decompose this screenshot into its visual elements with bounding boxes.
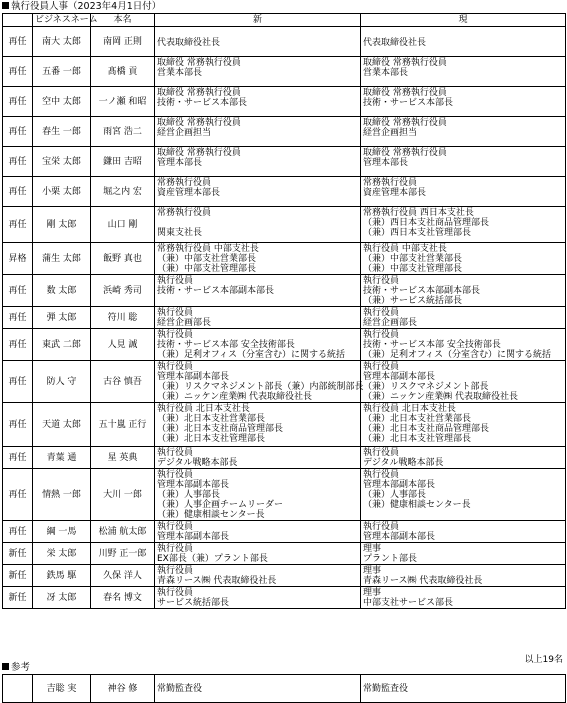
position-line: （兼）中部支社営業部長 (363, 254, 463, 264)
position-line: 資産管理本部長 (363, 188, 427, 198)
business-name-cell: 南大 太郎 (33, 27, 91, 57)
table-row (3, 57, 566, 87)
table-row (3, 403, 566, 447)
status-cell: 再任 (3, 57, 33, 87)
position-line: （兼）健康相談センター長 (157, 510, 265, 520)
business-name-cell: 天道 太郎 (33, 403, 91, 447)
position-line: 営業本部長 (157, 68, 203, 78)
new-position-cell (155, 57, 361, 87)
position-line: （兼）北日本支社管理部長 (157, 434, 266, 444)
position-line: 青森リース㈱ 代表取締役社長 (363, 576, 483, 586)
new-position-cell (155, 275, 361, 307)
position-line: 管理本部副本部長 (157, 372, 230, 382)
executive-table (2, 13, 566, 609)
real-name-cell: 飯野 真也 (91, 243, 155, 275)
position-line (157, 28, 358, 38)
position-line: 執行役員 (363, 522, 400, 532)
position-line: 経営企画担当 (363, 128, 418, 138)
position-line: 取締役 常務執行役員 (157, 118, 241, 128)
current-position-cell (361, 307, 566, 329)
position-line: 執行役員 (157, 544, 194, 554)
business-name-cell: 空中 太郎 (33, 87, 91, 117)
total-count: 以上19名 (524, 655, 563, 665)
position-line: 中部支社サービス部長 (363, 598, 454, 608)
new-position-cell (155, 565, 361, 587)
current-position-cell (361, 87, 566, 117)
new-position-cell (155, 147, 361, 177)
position-line: （兼）西日本支社管理部長 (363, 228, 472, 238)
position-line: 管理本部長 (157, 158, 203, 168)
real-name-cell: 浜崎 秀司 (91, 275, 155, 307)
business-name-cell: 綱 一馬 (33, 521, 91, 543)
business-name-cell: 剛 太郎 (33, 207, 91, 243)
position-line (157, 218, 358, 228)
position-line: 経営企画部長 (157, 318, 212, 328)
position-line (363, 28, 563, 38)
table-row (3, 87, 566, 117)
current-position-cell (361, 243, 566, 275)
position-line: （兼）人事部長 (363, 490, 427, 500)
position-line: プラント部長 (363, 554, 418, 564)
position-line: （兼）北日本支社商品管理部長 (363, 424, 490, 434)
current-position-cell (361, 469, 566, 521)
position-line: （兼）リスクマネジメント部長 (363, 382, 489, 392)
position-line: 執行役員 (363, 276, 400, 286)
position-line: 技術・サービス本部長 (157, 98, 248, 108)
new-position-cell (155, 207, 361, 243)
current-position-cell (361, 117, 566, 147)
status-cell: 再任 (3, 307, 33, 329)
position-line: デジタル戦略本部長 (157, 458, 238, 468)
position-line: （兼）ニッケン産業㈱ 代表取締役社長 (363, 392, 519, 402)
table-header-row (3, 14, 566, 27)
current-position-cell (361, 361, 566, 403)
table-row (3, 27, 566, 57)
position-line: 執行役員 (157, 588, 194, 598)
position-line: （兼）人事企画チームリーダー (157, 500, 284, 510)
status-cell: 再任 (3, 117, 33, 147)
new-position-cell (155, 117, 361, 147)
new-position-cell (155, 447, 361, 469)
position-line: 代表取締役社長 (157, 38, 221, 48)
current-position-cell (361, 57, 566, 87)
position-line: 資産管理本部長 (157, 188, 221, 198)
new-position-cell (155, 329, 361, 361)
real-name-cell: 南岡 正則 (91, 27, 155, 57)
status-cell: 新任 (3, 565, 33, 587)
table-row (3, 177, 566, 207)
current-position-cell (361, 275, 566, 307)
position-line: 常務執行役員 (157, 208, 212, 218)
business-name-cell: 栄 太郎 (33, 543, 91, 565)
reference-title: 参考 (2, 662, 30, 673)
new-position-cell (155, 243, 361, 275)
new-position-cell (155, 469, 361, 521)
status-cell (3, 675, 33, 703)
current-position-cell: 常勤監査役 (361, 675, 566, 703)
business-name-cell: 蒲生 太郎 (33, 243, 91, 275)
real-name-cell: 符川 聡 (91, 307, 155, 329)
current-position-cell (361, 177, 566, 207)
real-name-cell: 久保 洋人 (91, 565, 155, 587)
current-position-cell (361, 329, 566, 361)
position-line: 執行役員 (363, 330, 400, 340)
current-position-cell (361, 447, 566, 469)
position-line: 執行役員 (157, 308, 194, 318)
position-line: （兼）北日本支社営業部長 (363, 414, 472, 424)
position-line: 管理本部副本部長 (363, 372, 436, 382)
business-name-cell: 小栗 太郎 (33, 177, 91, 207)
position-line: 関東支社長 (157, 228, 203, 238)
position-line: 青森リース㈱ 代表取締役社長 (157, 576, 277, 586)
status-cell: 再任 (3, 469, 33, 521)
status-cell: 再任 (3, 403, 33, 447)
current-position-cell (361, 521, 566, 543)
position-line: （兼）サービス統括部長 (363, 296, 463, 306)
business-name-cell: 東武 二郎 (33, 329, 91, 361)
new-position-cell (155, 87, 361, 117)
real-name-cell: 大川 一郎 (91, 469, 155, 521)
position-line: 執行役員 (157, 566, 194, 576)
page-title: 執行役員人事（2023年4月1日付） (2, 1, 161, 13)
position-line: 経営企画部長 (363, 318, 418, 328)
position-line: （兼）北日本支社営業部長 (157, 414, 266, 424)
table-row (3, 543, 566, 565)
position-line: （兼）中部支社営業部長 (157, 254, 257, 264)
position-line: 取締役 常務執行役員 (157, 58, 241, 68)
real-name-cell: 川野 正一郎 (91, 543, 155, 565)
status-cell: 再任 (3, 361, 33, 403)
position-line: 執行役員 (157, 522, 194, 532)
real-name-cell: 一ノ瀬 和昭 (91, 87, 155, 117)
real-name-cell: 堀之内 宏 (91, 177, 155, 207)
position-line: 執行役員 中部支社長 (363, 244, 447, 254)
position-line: 管理本部長 (363, 158, 409, 168)
header-business-name: ビジネスネーム (33, 14, 91, 27)
table-row (3, 207, 566, 243)
position-line: 取締役 常務執行役員 (363, 88, 447, 98)
position-line: 取締役 常務執行役員 (363, 148, 447, 158)
real-name-cell: 山口 剛 (91, 207, 155, 243)
position-line: 技術・サービス本部副本部長 (363, 286, 481, 296)
position-line: EX部長（兼）プラント部長 (157, 554, 268, 564)
new-position-cell (155, 177, 361, 207)
business-name-cell: 宝栄 太郎 (33, 147, 91, 177)
real-name-cell: 春名 博文 (91, 587, 155, 609)
position-line: 執行役員 (363, 362, 400, 372)
status-cell: 再任 (3, 207, 33, 243)
position-line: 理事 (363, 566, 382, 576)
position-line: 取締役 常務執行役員 (157, 148, 241, 158)
table-row (3, 587, 566, 609)
table-row (3, 361, 566, 403)
position-line: 執行役員 (157, 362, 194, 372)
new-position-cell: 常勤監査役 (155, 675, 361, 703)
status-cell: 昇格 (3, 243, 33, 275)
table-row (3, 469, 566, 521)
new-position-cell (155, 543, 361, 565)
position-line: 常務執行役員 (363, 178, 418, 188)
status-cell: 新任 (3, 543, 33, 565)
business-name-cell: 吉聡 実 (33, 675, 91, 703)
table-row (3, 243, 566, 275)
header-status (3, 14, 33, 27)
reference-table (2, 674, 566, 703)
position-line: 常務執行役員 (157, 178, 212, 188)
real-name-cell: 神谷 修 (91, 675, 155, 703)
position-line: （兼）中部支社管理部長 (157, 264, 257, 274)
current-position-cell (361, 565, 566, 587)
real-name-cell: 古谷 慎吾 (91, 361, 155, 403)
position-line: 常務執行役員 西日本支社長 (363, 208, 474, 218)
position-line: （兼）足利オフィス（分室含む）に関する統括 (363, 350, 552, 360)
position-line: 代表取締役社長 (363, 38, 427, 48)
real-name-cell: 星 英典 (91, 447, 155, 469)
new-position-cell (155, 307, 361, 329)
business-name-cell: 情熱 一郎 (33, 469, 91, 521)
position-line: 取締役 常務執行役員 (157, 88, 241, 98)
real-name-cell: 人見 誠 (91, 329, 155, 361)
position-line: 取締役 常務執行役員 (363, 118, 447, 128)
current-position-cell (361, 587, 566, 609)
business-name-cell: 防人 守 (33, 361, 91, 403)
real-name-cell: 髙橋 貢 (91, 57, 155, 87)
position-line: （兼）ニッケン産業㈱ 代表取締役社長 (157, 392, 313, 402)
position-line: サービス統括部長 (157, 598, 230, 608)
position-line: デジタル戦略本部長 (363, 458, 444, 468)
new-position-cell (155, 587, 361, 609)
status-cell: 再任 (3, 27, 33, 57)
table-row (3, 147, 566, 177)
position-line: （兼）西日本支社商品管理部長 (363, 218, 490, 228)
current-position-cell (361, 147, 566, 177)
real-name-cell: 鎌田 吉昭 (91, 147, 155, 177)
position-line: 経営企画担当 (157, 128, 212, 138)
position-line: （兼）北日本支社商品管理部長 (157, 424, 284, 434)
position-line: 管理本部副本部長 (363, 480, 436, 490)
current-position-cell (361, 403, 566, 447)
position-line: 執行役員 (363, 448, 400, 458)
status-cell: 再任 (3, 447, 33, 469)
position-line: 管理本部副本部長 (363, 532, 436, 542)
business-name-cell: 鉄馬 駆 (33, 565, 91, 587)
status-cell: 再任 (3, 177, 33, 207)
position-line: （兼）足利オフィス（分室含む）に関する統括 (157, 350, 346, 360)
position-line: 執行役員 (363, 308, 400, 318)
header-current: 現 (361, 14, 566, 27)
position-line: 管理本部副本部長 (157, 480, 230, 490)
position-line: 技術・サービス本部副本部長 (157, 286, 275, 296)
position-line: （兼）リスクマネジメント部長（兼）内部統制部長 (157, 382, 364, 392)
position-line: 技術・サービス本部 安全技術部長 (363, 340, 501, 350)
table-row (3, 447, 566, 469)
position-line: （兼）中部支社管理部長 (363, 264, 463, 274)
square-bullet-icon (2, 663, 9, 670)
table-row (3, 565, 566, 587)
status-cell: 再任 (3, 275, 33, 307)
position-line: 理事 (363, 588, 382, 598)
new-position-cell (155, 361, 364, 403)
real-name-cell: 松浦 航太郎 (91, 521, 155, 543)
current-position-cell (361, 207, 566, 243)
table-row (3, 275, 566, 307)
square-bullet-icon (2, 2, 9, 9)
position-line: 執行役員 (157, 330, 194, 340)
table-row (3, 521, 566, 543)
position-line: 技術・サービス本部長 (363, 98, 454, 108)
position-line: 技術・サービス本部 安全技術部長 (157, 340, 295, 350)
position-line: 取締役 常務執行役員 (363, 58, 447, 68)
position-line: （兼）人事部長 (157, 490, 221, 500)
position-line: 執行役員 (157, 470, 194, 480)
business-name-cell: 五番 一郎 (33, 57, 91, 87)
new-position-cell (155, 403, 361, 447)
position-line: 営業本部長 (363, 68, 409, 78)
new-position-cell (155, 27, 361, 57)
business-name-cell: 春生 一郎 (33, 117, 91, 147)
header-real-name: 本名 (91, 14, 155, 27)
position-line: （兼）健康相談センター長 (363, 500, 471, 510)
position-line: 執行役員 北日本支社長 (363, 404, 456, 414)
business-name-cell: 弾 太郎 (33, 307, 91, 329)
status-cell: 新任 (3, 587, 33, 609)
status-cell: 再任 (3, 87, 33, 117)
current-position-cell (361, 27, 566, 57)
position-line: 執行役員 (157, 276, 194, 286)
position-line: 常務執行役員 中部支社長 (157, 244, 259, 254)
real-name-cell: 雨宮 浩二 (91, 117, 155, 147)
position-line: 管理本部副本部長 (157, 532, 230, 542)
table-row (3, 117, 566, 147)
header-new: 新 (155, 14, 361, 27)
new-position-cell (155, 521, 361, 543)
current-position-cell (361, 543, 566, 565)
business-name-cell: 青葉 通 (33, 447, 91, 469)
position-line: 理事 (363, 544, 382, 554)
business-name-cell: 冴 太郎 (33, 587, 91, 609)
status-cell: 再任 (3, 521, 33, 543)
position-line: （兼）北日本支社管理部長 (363, 434, 472, 444)
real-name-cell: 五十嵐 正行 (91, 403, 155, 447)
status-cell: 再任 (3, 329, 33, 361)
table-row (3, 675, 566, 703)
position-line: 執行役員 (157, 448, 194, 458)
position-line: 執行役員 北日本支社長 (157, 404, 250, 414)
position-line: 執行役員 (363, 470, 400, 480)
table-row (3, 307, 566, 329)
table-row (3, 329, 566, 361)
business-name-cell: 数 太郎 (33, 275, 91, 307)
status-cell: 再任 (3, 147, 33, 177)
